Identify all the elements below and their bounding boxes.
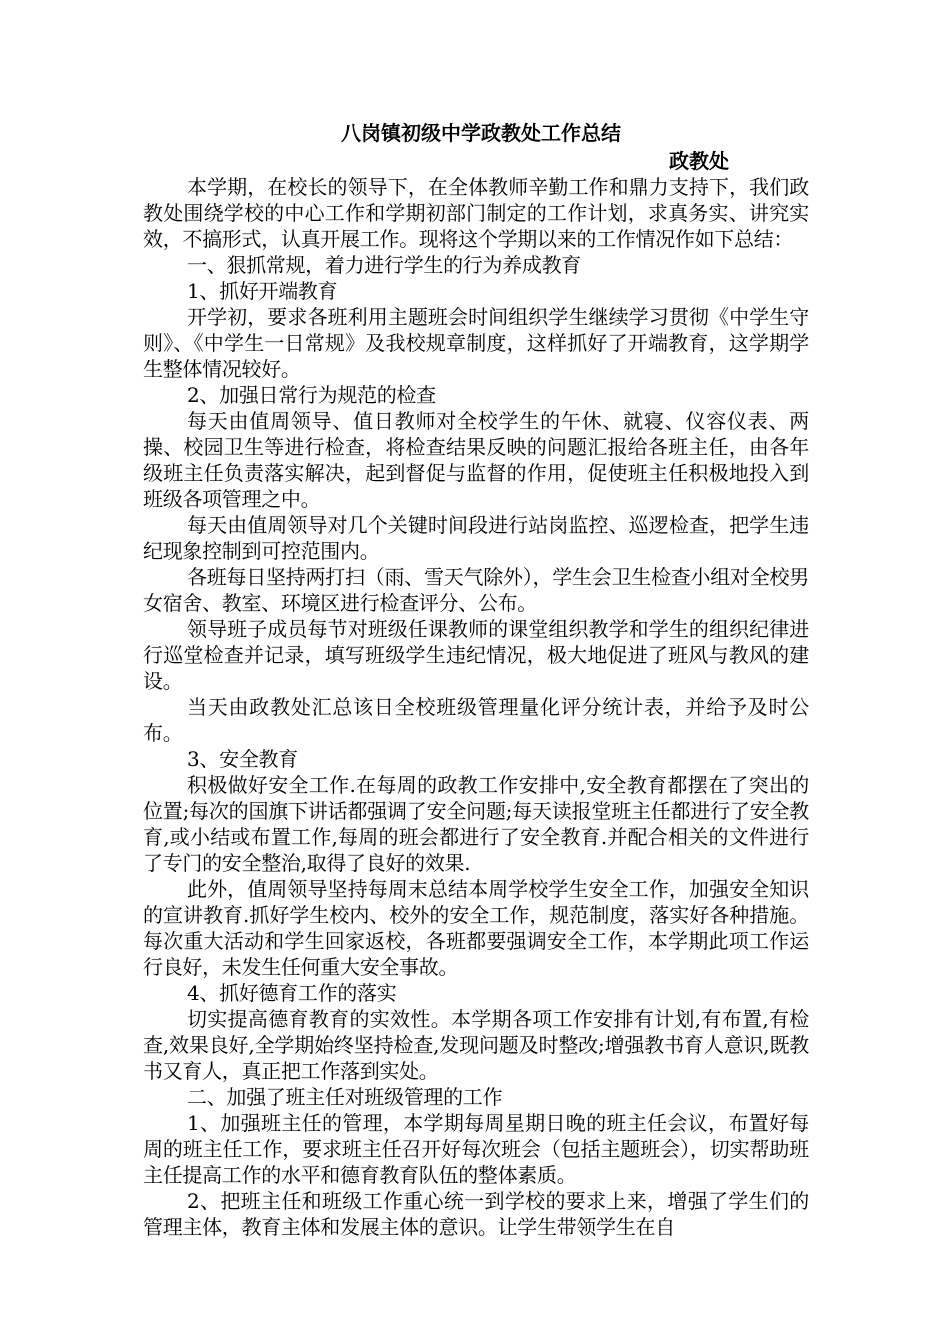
paragraph: 每天由值周领导对几个关键时间段进行站岗监控、巡逻检查，把学生违纪现象控制到可控范围内。 [143, 513, 809, 563]
paragraph: 切实提高德育教育的实效性。本学期各项工作安排有计划,有布置,有检查,效果良好,全学期始终坚持检查,发现问题及时整改;增强教书育人意识,既教书又育人，真正把工作落到实处。 [143, 1007, 809, 1083]
paragraph: 领导班子成员每节对班级任课教师的课堂组织教学和学生的组织纪律进行巡堂检查并记录，填写班级学生违纪情况，极大地促进了班风与教风的建设。 [143, 617, 809, 693]
paragraph: 此外，值周领导坚持每周末总结本周学校学生安全工作，加强安全知识的宣讲教育.抓好学生校内、校外的安全工作，规范制度，落实好各种措施。每次重大活动和学生回家返校，各班都要强调安全工作，本学期此项工作运行良好，未发生任何重大安全事故。 [143, 877, 809, 979]
document-body [143, 174, 809, 1240]
subheading-1-3: 3、安全教育 [187, 747, 298, 771]
paragraph: 各班每日坚持两打扫（雨、雪天气除外），学生会卫生检查小组对全校男女宿舍、教室、环境区进行检查评分、公布。 [143, 565, 809, 615]
paragraph: 开学初，要求各班利用主题班会时间组织学生继续学习贯彻《中学生守则》、《中学生一日常规》及我校规章制度，这样抓好了开端教育，这学期学生整体情况较好。 [143, 305, 809, 381]
department-label: 政教处 [669, 149, 729, 173]
paragraph: 2、把班主任和班级工作重心统一到学校的要求上来，增强了学生们的管理主体，教育主体和发展主体的意识。让学生带领学生在自 [143, 1189, 809, 1239]
section-heading-1: 一、狠抓常规，着力进行学生的行为养成教育 [187, 253, 581, 277]
document-title: 八岗镇初级中学政教处工作总结 [341, 121, 621, 145]
paragraph-intro: 本学期，在校长的领导下，在全体教师辛勤工作和鼎力支持下，我们政教处围绕学校的中心工作和学期初部门制定的工作计划，求真务实、讲究实效，不搞形式，认真开展工作。现将这个学期以来的工作情况作如下总结： [143, 175, 809, 251]
subheading-1-2: 2、加强日常行为规范的检查 [187, 383, 436, 407]
document-page [143, 118, 809, 1240]
paragraph: 当天由政教处汇总该日全校班级管理量化评分统计表，并给予及时公布。 [143, 695, 809, 745]
paragraph: 1、加强班主任的管理，本学期每周星期日晚的班主任会议，布置好每周的班主任工作，要求班主任召开好每次班会（包括主题班会），切实帮助班主任提高工作的水平和德育教育队伍的整体素质。 [143, 1111, 809, 1187]
paragraph: 积极做好安全工作.在每周的政教工作安排中,安全教育都摆在了突出的位置;每次的国旗下讲话都强调了安全问题;每天读报堂班主任都进行了安全教育,或小结或布置工作,每周的班会都进行了安全教育.并配合相关的文件进行了专门的安全整治,取得了良好的效果. [143, 773, 809, 875]
subheading-1-4: 4、抓好德育工作的落实 [187, 981, 397, 1005]
section-heading-2: 二、加强了班主任对班级管理的工作 [187, 1085, 503, 1109]
paragraph: 每天由值周领导、值日教师对全校学生的午休、就寝、仪容仪表、两操、校园卫生等进行检查，将检查结果反映的问题汇报给各班主任，由各年级班主任负责落实解决，起到督促与监督的作用，促使班主任积极地投入到班级各项管理之中。 [143, 409, 809, 511]
subheading-1-1: 1、抓好开端教育 [187, 279, 338, 303]
